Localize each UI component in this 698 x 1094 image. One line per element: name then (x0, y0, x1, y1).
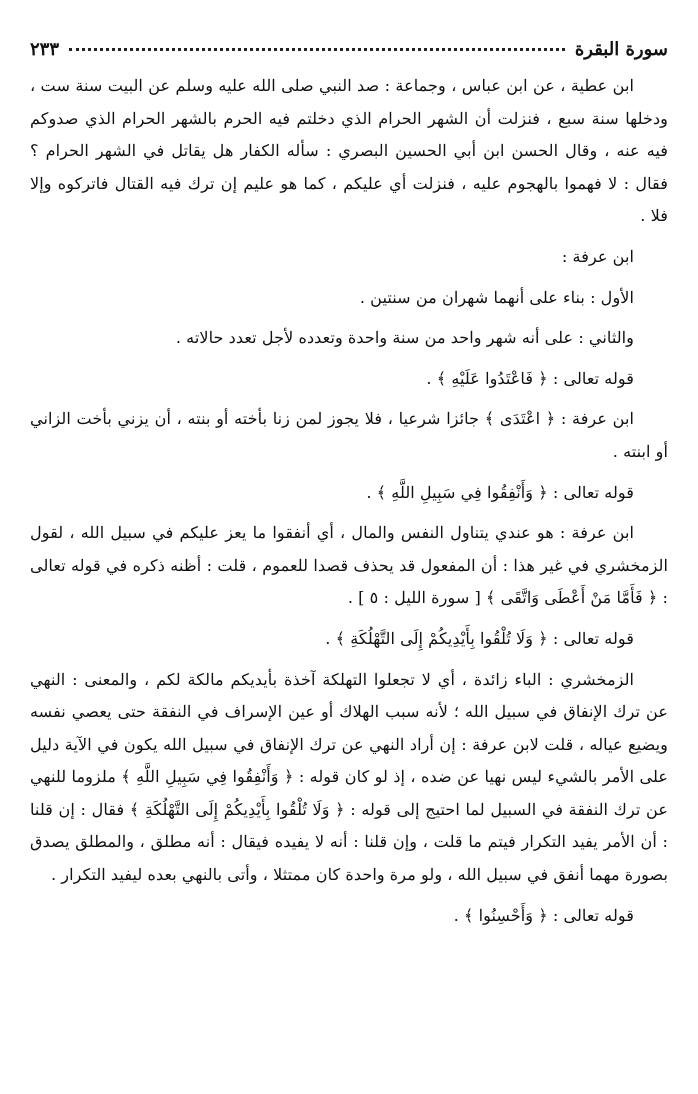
paragraph: قوله تعالى : ﴿ وَأَحْسِنُوا ﴾ . (453, 905, 634, 925)
paragraph: الأول : بناء على أنهما شهران من سنتين . (359, 287, 634, 307)
paragraph: قوله تعالى : ﴿ وَلَا تُلْقُوا بِأَيْدِيكُمْ إِلَى التَّهْلُكَةِ ﴾ . (325, 628, 634, 648)
paragraph: ابن عرفة : ﴿ اعْتَدَى ﴾ جائزا شرعيا ، فلا يجوز لمن زنا بأخته أو بنته ، أن يزني بأخت الزاني أو ابنته . (30, 409, 668, 461)
paragraph: قوله تعالى : ﴿ فَاعْتَدُوا عَلَيْهِ ﴾ . (426, 368, 634, 388)
paragraph: والثاني : على أنه شهر واحد من سنة واحدة وتعدده لأجل تعدد حالاته . (175, 328, 634, 348)
paragraph: ابن عطية ، عن ابن عباس ، وجماعة : صد النبي صلى الله عليه وسلم عن البيت سنة ست ، ودخلها سنة سبع ، فنزلت أن الشهر الحرام الذي دخلتم فيه الحرم بالشهر الحرام الذي صدوكم فيه عنه ، وقال الحسن ابن أبي الحسين البصري : سأله الكفار هل يقاتل في الشهر الحرام ؟ فقال : لا فهموا بالهجوم عليه ، فنزلت أي عليكم ، كما هو عليم إن ترك فيه القتال فاتركوه وإلا فلا . (30, 76, 668, 226)
page-body (30, 70, 668, 940)
page-number: ٢٣٣ (30, 38, 60, 60)
paragraph: الزمخشري : الباء زائدة ، أي لا تجعلوا التهلكة آخذة بأيديكم مالكة لكم ، والمعنى : النهي عن ترك الإنفاق في سبيل الله ؛ لأنه سبب الهلاك أو عين الإسراف في النفقة حتى يعصي نفسه ويضيع عياله ، قلت لابن عرفة : إن أراد النهي عن ترك الإنفاق في سبيل الله يكون في الآية دليل على الأمر بالشيء ليس نهيا عن ضده ، إذ لو كان قوله : ﴿ وَأَنْفِقُوا فِي سَبِيلِ اللَّهِ ﴾ ملزوما للنهي عن ترك النفقة في السبيل لما احتيج إلى قوله : ﴿ وَلَا تُلْقُوا بِأَيْدِيكُمْ إِلَى التَّهْلُكَةِ ﴾ فقال : إن قلنا : أن الأمر يفيد التكرار فيتم ما قلت ، وإن قلنا : أنه لا يفيده فيقال : أنه مطلق ، والمطلق يصدق بصورة مهما أنفق في سبيل الله ، ولو مرة واحدة كان ممتثلا ، وأتى بالنهي بعده ليفيد التكرار . (30, 669, 668, 885)
paragraph: قوله تعالى : ﴿ وَأَنْفِقُوا فِي سَبِيلِ اللَّهِ ﴾ . (366, 482, 634, 502)
page-header (30, 34, 668, 64)
paragraph: ابن عرفة : (561, 246, 634, 266)
header-dotted-rule (69, 48, 565, 51)
paragraph: ابن عرفة : هو عندي يتناول النفس والمال ، أي أنفقوا ما يعز عليكم في سبيل الله ، لقول الزمخشري في غير هذا : أن المفعول قد يحذف قصدا للعموم ، قلت : أظنه ذكره في قوله تعالى : ﴿ فَأَمَّا مَنْ أَعْطَى وَاتَّقَى ﴾ [ سورة الليل : ٥ ] . (30, 523, 668, 608)
surah-title: سورة البقرة (574, 38, 668, 60)
